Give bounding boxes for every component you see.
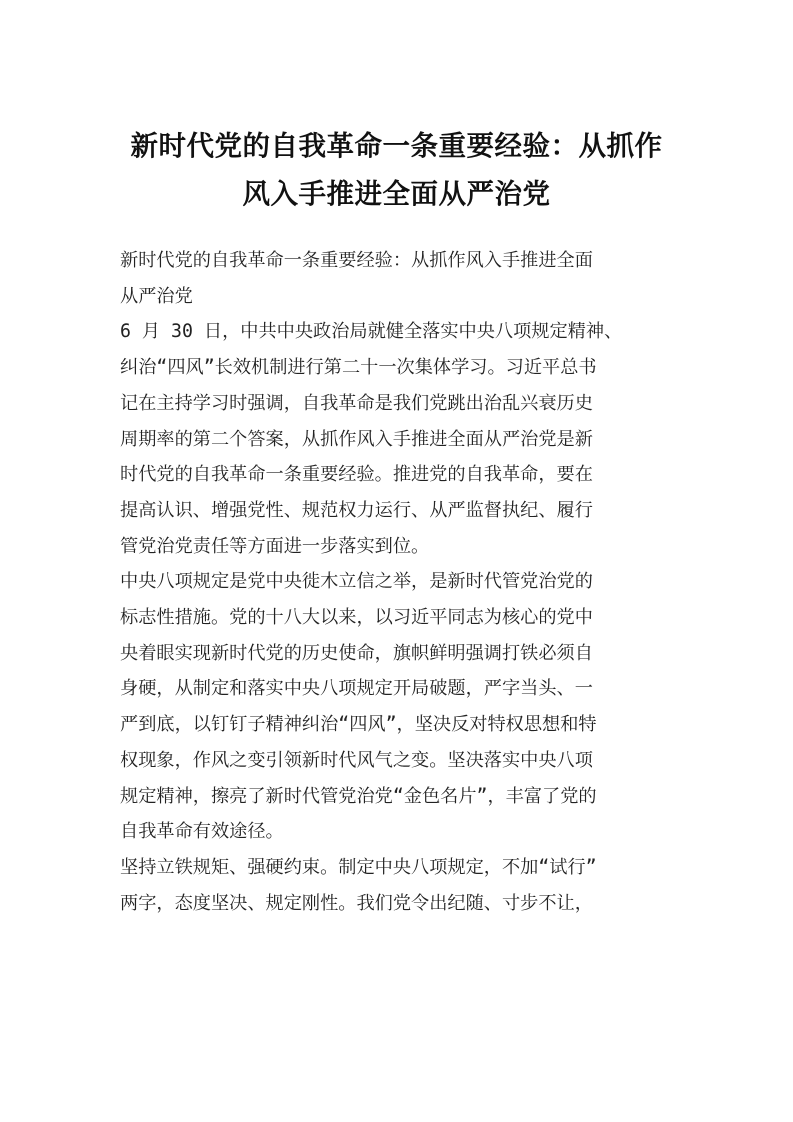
paragraph-line: 周期率的第二个答案，从抓作风入手推进全面从严治党是新 (120, 428, 593, 450)
title-line: 新时代党的自我革命一条重要经验：从抓作 (130, 130, 663, 162)
paragraph-line: 坚持立铁规矩、强硬约束。制定中央八项规定，不加“试行” (120, 856, 597, 878)
paragraph-line: 时代党的自我革命一条重要经验。推进党的自我革命，要在 (120, 464, 593, 486)
paragraph-line: 规定精神，擦亮了新时代管党治党“金色名片”，丰富了党的 (120, 785, 597, 807)
paragraph-line: 提高认识、增强党性、规范权力运行、从严监督执纪、履行 (120, 499, 593, 521)
paragraph-line: 纠治“四风”长效机制进行第二十一次集体学习。习近平总书 (120, 357, 597, 379)
paragraph-subtitle (120, 243, 673, 314)
paragraph-line: 从严治党 (120, 285, 193, 307)
paragraph-line: 标志性措施。党的十八大以来，以习近平同志为核心的党中 (120, 607, 593, 629)
paragraph-line: 6 月 30 日，中共中央政治局就健全落实中央八项规定精神、 (120, 321, 623, 343)
paragraph-eight-rules (120, 564, 673, 850)
title-line: 风入手推进全面从严治党 (242, 178, 551, 210)
paragraph-line: 记在主持学习时强调，自我革命是我们党跳出治乱兴衰历史 (120, 392, 593, 414)
paragraph-line: 两字，态度坚决、规定刚性。我们党令出纪随、寸步不让， (120, 892, 593, 914)
document-title (120, 122, 673, 218)
paragraph-line: 权现象，作风之变引领新时代风气之变。坚决落实中央八项 (120, 749, 593, 771)
paragraph-line: 新时代党的自我革命一条重要经验：从抓作风入手推进全面 (120, 250, 593, 271)
paragraph-intro (120, 314, 673, 564)
paragraph-line: 严到底，以钉钉子精神纠治“四风”，坚决反对特权思想和特 (120, 714, 597, 736)
paragraph-line: 管党治党责任等方面进一步落实到位。 (120, 535, 430, 557)
paragraph-iron-rules (120, 850, 673, 921)
paragraph-line: 自我革命有效途径。 (120, 821, 284, 843)
paragraph-line: 身硬，从制定和落实中央八项规定开局破题，严字当头、一 (120, 678, 593, 700)
paragraph-line: 央着眼实现新时代党的历史使命，旗帜鲜明强调打铁必须自 (120, 642, 593, 664)
document-body (120, 243, 673, 921)
paragraph-line: 中央八项规定是党中央徙木立信之举，是新时代管党治党的 (120, 571, 593, 593)
